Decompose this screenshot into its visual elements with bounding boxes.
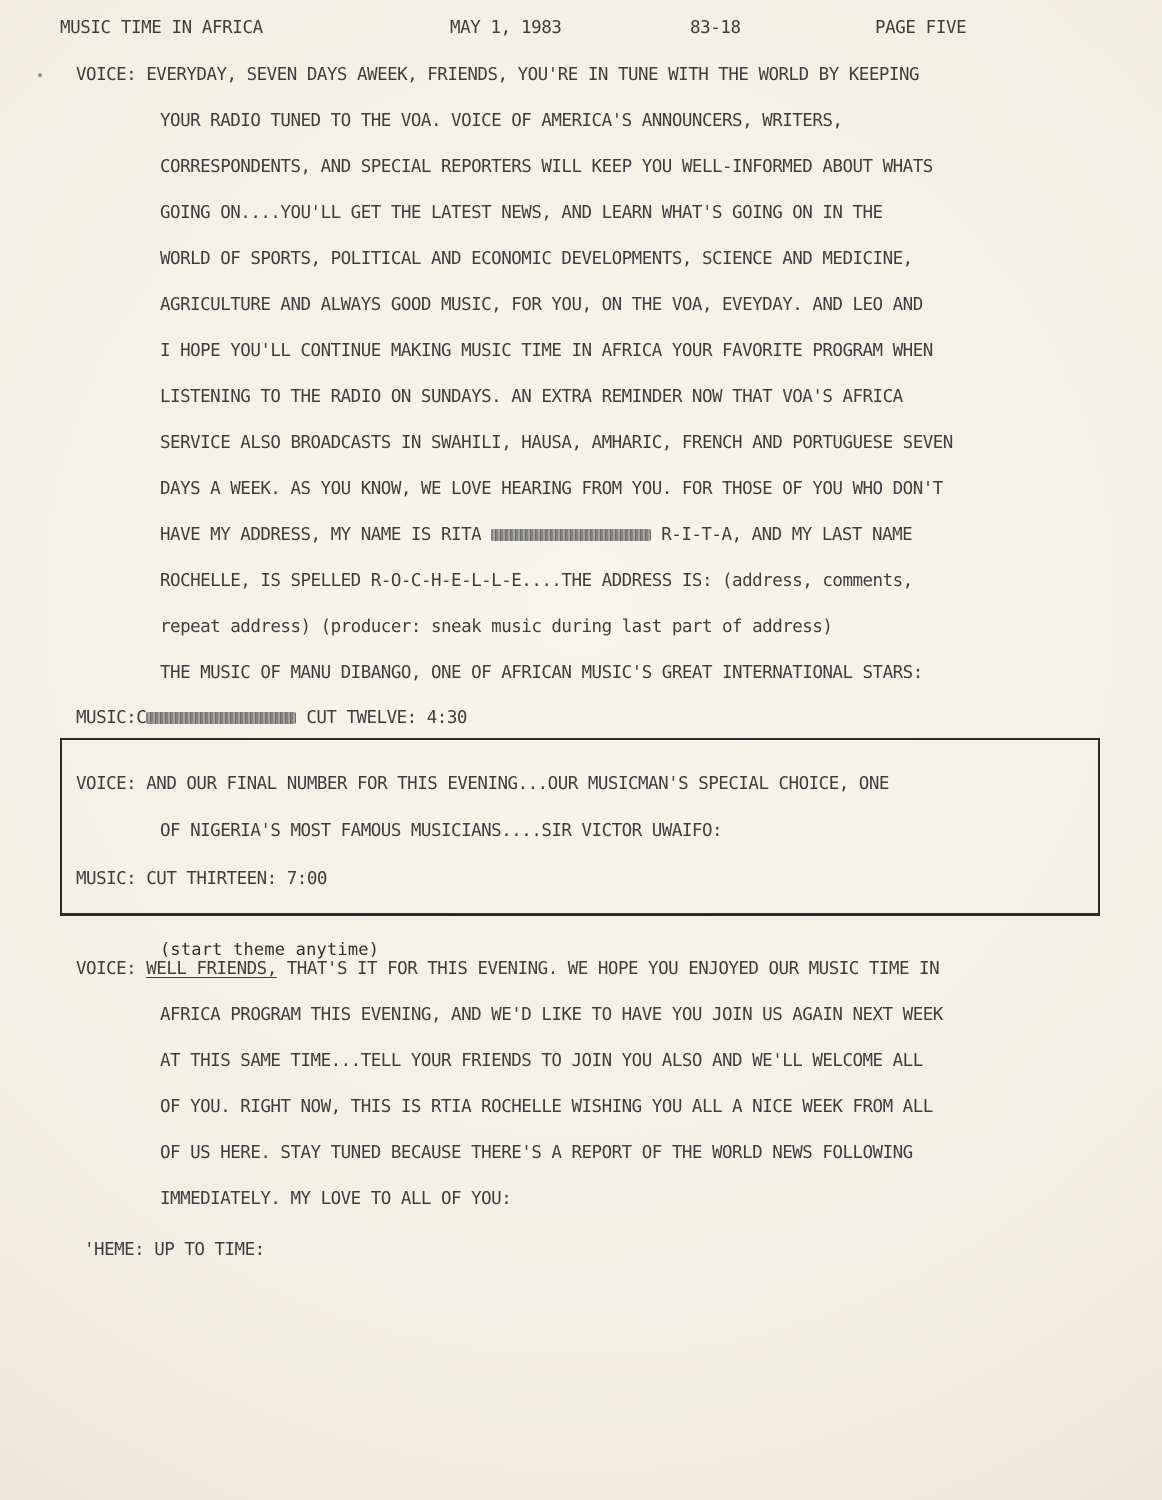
- music-cue-twelve: [76, 707, 467, 729]
- script-line: VOICE: EVERYDAY, SEVEN DAYS AWEEK, FRIENDS, YOU'RE IN TUNE WITH THE WORLD BY KEEPING: [76, 65, 920, 85]
- script-line: CORRESPONDENTS, AND SPECIAL REPORTERS WILL KEEP YOU WELL-INFORMED ABOUT WHATS: [160, 157, 933, 177]
- script-line: AT THIS SAME TIME...TELL YOUR FRIENDS TO JOIN YOU ALSO AND WE'LL WELCOME ALL: [160, 1051, 923, 1071]
- broadcast-date: MAY 1, 1983: [450, 18, 562, 38]
- music-prefix: C: [136, 708, 147, 728]
- script-line: GOING ON....YOU'LL GET THE LATEST NEWS, AND LEARN WHAT'S GOING ON IN THE: [160, 203, 883, 223]
- program-title: MUSIC TIME IN AFRICA: [60, 18, 263, 38]
- script-line: SERVICE ALSO BROADCASTS IN SWAHILI, HAUSA, AMHARIC, FRENCH AND PORTUGUESE SEVEN: [160, 433, 953, 453]
- page-number: PAGE FIVE: [875, 18, 967, 38]
- handwritten-note: (start theme anytime): [160, 940, 380, 960]
- script-line: WORLD OF SPORTS, POLITICAL AND ECONOMIC DEVELOPMENTS, SCIENCE AND MEDICINE,: [160, 249, 913, 269]
- script-line: YOUR RADIO TUNED TO THE VOA. VOICE OF AMERICA'S ANNOUNCERS, WRITERS,: [160, 111, 843, 131]
- theme-cue: 'HEME: UP TO TIME:: [84, 1240, 265, 1260]
- address-line-start: HAVE MY ADDRESS, MY NAME IS RITA: [160, 525, 482, 545]
- boxed-voice-line: OF NIGERIA'S MOST FAMOUS MUSICIANS....SIR VICTOR UWAIFO:: [160, 821, 723, 841]
- script-line: OF YOU. RIGHT NOW, THIS IS RTIA ROCHELLE WISHING YOU ALL A NICE WEEK FROM ALL: [160, 1097, 933, 1117]
- script-line: IMMEDIATELY. MY LOVE TO ALL OF YOU:: [160, 1189, 512, 1209]
- underlined-text: WELL FRIENDS,: [146, 959, 277, 979]
- closing-first-rest: THAT'S IT FOR THIS EVENING. WE HOPE YOU ENJOYED OUR MUSIC TIME IN: [276, 959, 940, 979]
- script-line: AFRICA PROGRAM THIS EVENING, AND WE'D LIKE TO HAVE YOU JOIN US AGAIN NEXT WEEK: [160, 1005, 943, 1025]
- voice-label: VOICE:: [76, 959, 137, 979]
- address-line-end: R-I-T-A, AND MY LAST NAME: [661, 525, 913, 545]
- music-cue-thirteen: MUSIC: CUT THIRTEEN: 7:00: [76, 869, 327, 889]
- margin-mark: [38, 73, 42, 77]
- script-line: THE MUSIC OF MANU DIBANGO, ONE OF AFRICAN MUSIC'S GREAT INTERNATIONAL STARS:: [160, 663, 923, 683]
- script-line: I HOPE YOU'LL CONTINUE MAKING MUSIC TIME IN AFRICA YOUR FAVORITE PROGRAM WHEN: [160, 341, 933, 361]
- script-line: repeat address) (producer: sneak music during last part of address): [160, 617, 833, 637]
- closing-voice-line: [76, 958, 939, 980]
- strikeout-scribble: [491, 529, 651, 541]
- strikeout-scribble: [146, 712, 296, 724]
- script-line: DAYS A WEEK. AS YOU KNOW, WE LOVE HEARING FROM YOU. FOR THOSE OF YOU WHO DON'T: [160, 479, 943, 499]
- script-line: ROCHELLE, IS SPELLED R-O-C-H-E-L-L-E....THE ADDRESS IS: (address, comments,: [160, 571, 913, 591]
- script-line: OF US HERE. STAY TUNED BECAUSE THERE'S A REPORT OF THE WORLD NEWS FOLLOWING: [160, 1143, 913, 1163]
- boxed-voice-line: VOICE: AND OUR FINAL NUMBER FOR THIS EVENING...OUR MUSICMAN'S SPECIAL CHOICE, ONE: [76, 774, 889, 794]
- music-label: MUSIC:: [76, 708, 137, 728]
- script-line: LISTENING TO THE RADIO ON SUNDAYS. AN EXTRA REMINDER NOW THAT VOA'S AFRICA: [160, 387, 903, 407]
- address-line: [160, 524, 912, 546]
- music-cut-text: CUT TWELVE: 4:30: [306, 708, 467, 728]
- script-line: AGRICULTURE AND ALWAYS GOOD MUSIC, FOR YOU, ON THE VOA, EVEYDAY. AND LEO AND: [160, 295, 923, 315]
- script-number: 83-18: [690, 18, 741, 38]
